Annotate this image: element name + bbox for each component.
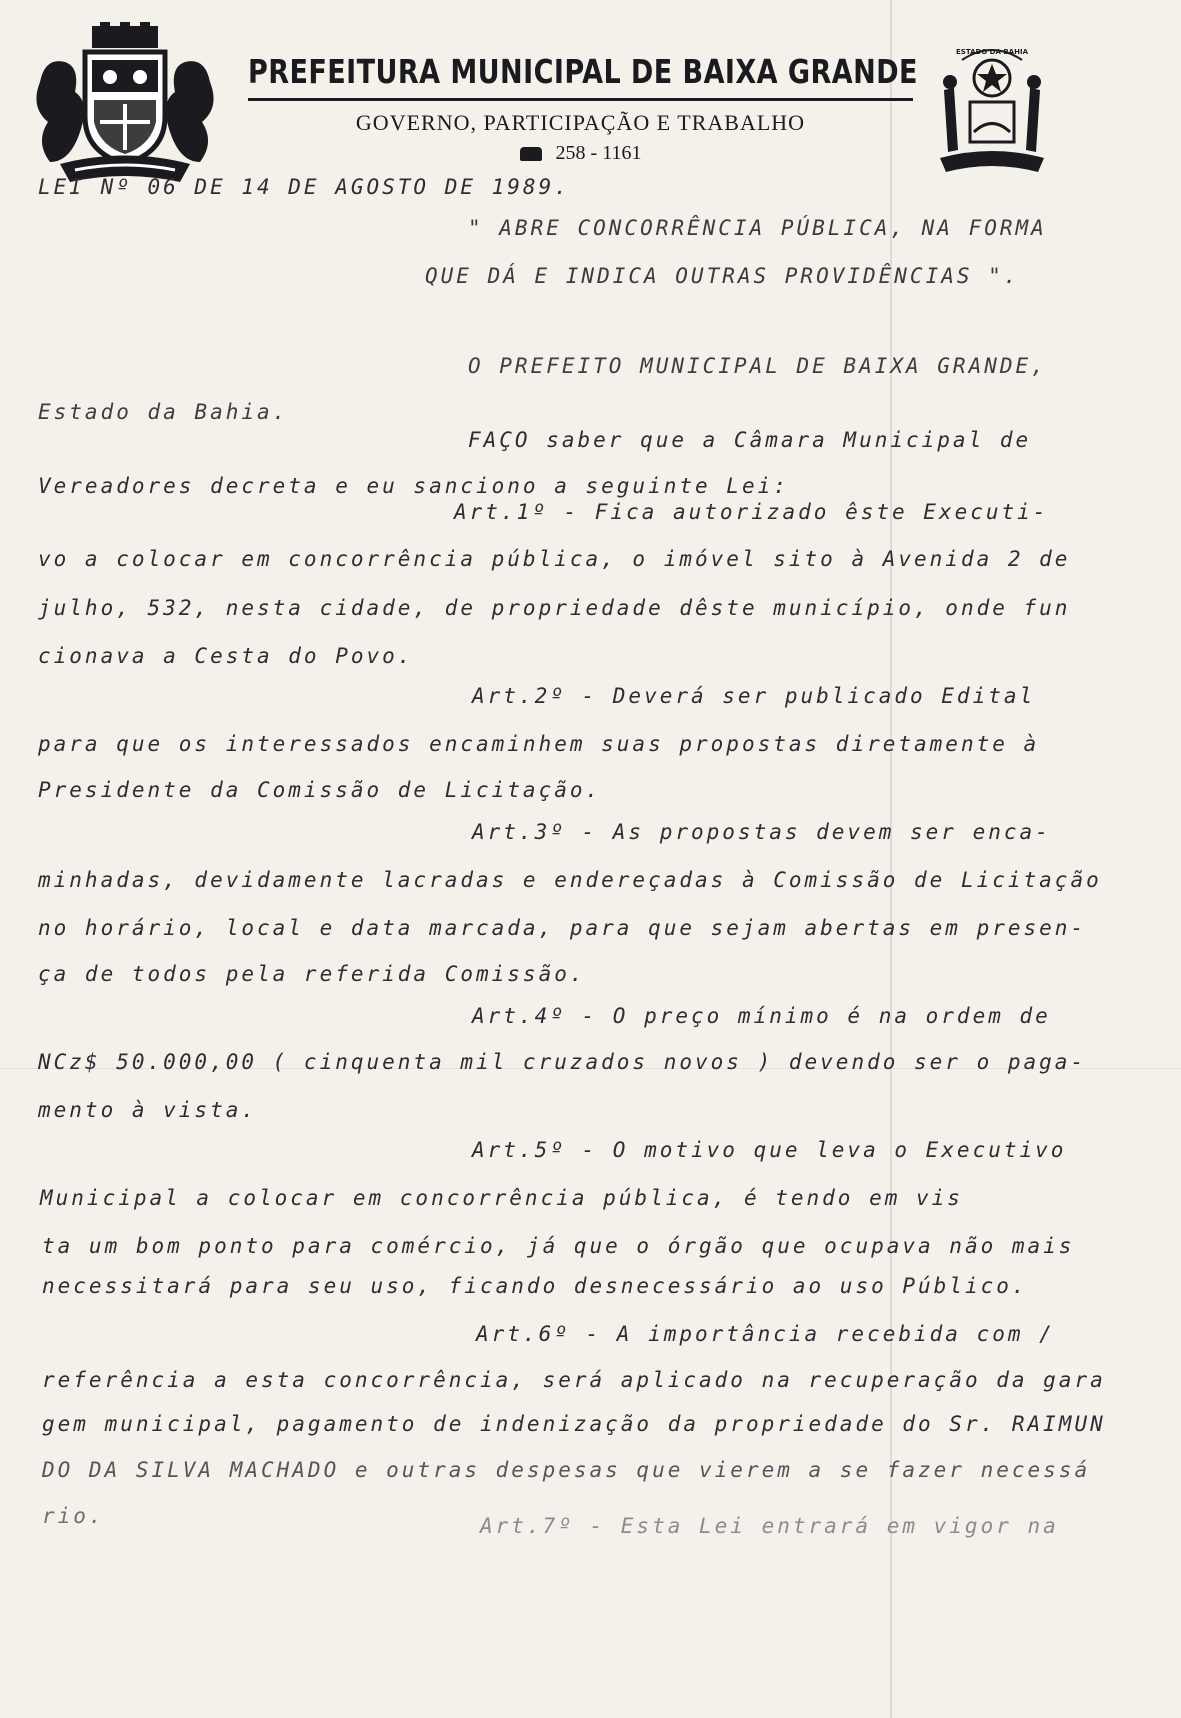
municipality-title: PREFEITURA MUNICIPAL DE BAIXA GRANDE [248, 52, 918, 91]
body-line: julho, 532, nesta cidade, de propriedade dêste município, onde fun [38, 596, 1071, 620]
article-3-heading: Art.3º - As propostas devem ser enca- [472, 820, 1051, 844]
body-line: NCz$ 50.000,00 ( cinquenta mil cruzados novos ) devendo ser o paga- [38, 1050, 1087, 1074]
body-line: mento à vista. [38, 1098, 258, 1122]
body-line: DO DA SILVA MACHADO e outras despesas que vierem a se fazer necessá [42, 1458, 1091, 1482]
coat-of-arms-icon [30, 22, 220, 187]
header-subtitle: GOVERNO, PARTICIPAÇÃO E TRABALHO [355, 110, 806, 135]
body-line: FAÇO saber que a Câmara Municipal de [468, 428, 1032, 452]
body-line: no horário, local e data marcada, para que sejam abertas em presen- [38, 916, 1087, 940]
header-rule [248, 98, 913, 101]
body-line: Vereadores decreta e eu sanciono a seguinte Lei: [38, 474, 789, 498]
body-line: cionava a Cesta do Povo. [38, 644, 414, 668]
article-6-heading: Art.6º - A importância recebida com / [476, 1322, 1055, 1346]
seal-text: ESTADO DA BAHIA [956, 48, 1028, 56]
article-7-heading: Art.7º - Esta Lei entrará em vigor na [480, 1514, 1059, 1538]
state-seal-icon [930, 40, 1055, 180]
body-line: Presidente da Comissão de Licitação. [38, 778, 602, 802]
article-5-heading: Art.5º - O motivo que leva o Executivo [472, 1138, 1067, 1162]
article-1-heading: Art.1º - Fica autorizado êste Executi- [454, 500, 1049, 524]
body-line: minhadas, devidamente lacradas e endereçadas à Comissão de Licitação [38, 868, 1102, 892]
body-line: Municipal a colocar em concorrência pública, é tendo em vis [40, 1186, 963, 1210]
body-line: Estado da Bahia. [38, 400, 289, 424]
ementa-line-1: " ABRE CONCORRÊNCIA PÚBLICA, NA FORMA [468, 216, 1047, 240]
body-line: vo a colocar em concorrência pública, o imóvel sito à Avenida 2 de [38, 547, 1071, 571]
body-line: ta um bom ponto para comércio, já que o órgão que ocupava não mais [42, 1234, 1075, 1258]
ementa-line-2: QUE DÁ E INDICA OUTRAS PROVIDÊNCIAS ". [425, 264, 1020, 288]
body-line: necessitará para seu uso, ficando desnecessário ao uso Público. [42, 1274, 1028, 1298]
body-line: gem municipal, pagamento de indenização da propriedade do Sr. RAIMUN [42, 1412, 1106, 1436]
header-phone [248, 142, 913, 165]
body-line: ça de todos pela referida Comissão. [38, 962, 586, 986]
body-line: referência a esta concorrência, será aplicado na recuperação da gara [42, 1368, 1106, 1392]
body-line: O PREFEITO MUNICIPAL DE BAIXA GRANDE, [468, 354, 1047, 378]
article-2-heading: Art.2º - Deverá ser publicado Edital [472, 684, 1036, 708]
body-line: para que os interessados encaminhem suas propostas diretamente à [38, 732, 1040, 756]
phone-number: 258 - 1161 [555, 142, 642, 164]
body-line: rio. [42, 1504, 105, 1528]
article-4-heading: Art.4º - O preço mínimo é na ordem de [472, 1004, 1051, 1028]
law-number-line: LEI Nº 06 DE 14 DE AGOSTO DE 1989. [38, 175, 570, 199]
telephone-icon [520, 147, 542, 161]
